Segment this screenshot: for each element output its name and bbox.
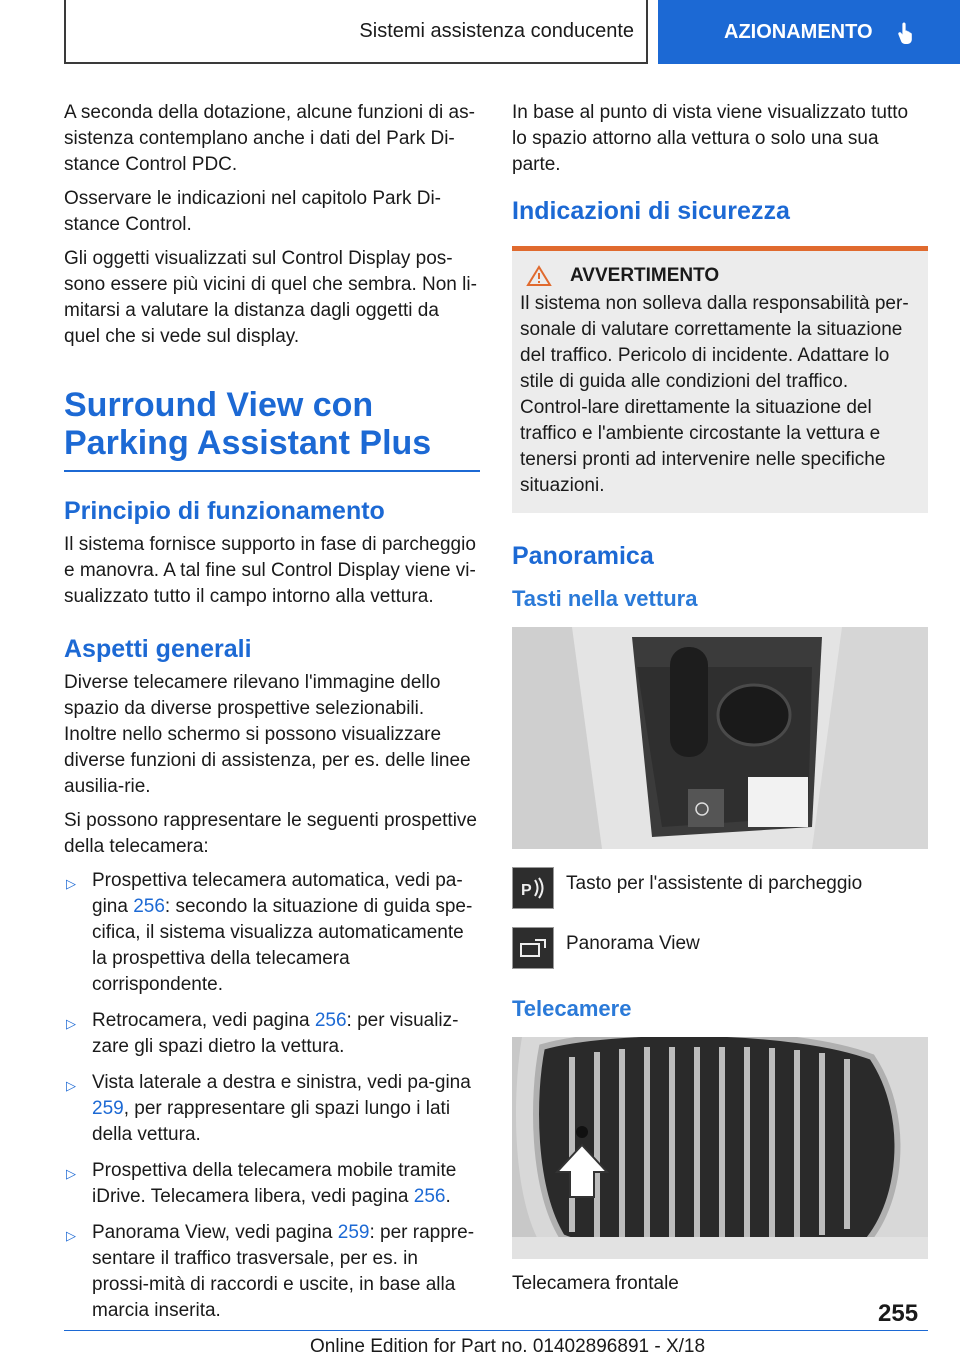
page-link[interactable]: 256 (133, 896, 165, 917)
key-row-panorama (512, 927, 928, 969)
intro-paragraph-3: Gli oggetti visualizzati sul Control Display pos-sono essere più vicini di quel che sembra. Non li-mitarsi a valutare la distanza dagli oggetti da quel che si vede sul display. (64, 248, 477, 347)
right-intro: In base al punto di vista viene visualizzato tutto lo spazio attorno alla vettura o solo una sua parte. (512, 102, 909, 175)
console-buttons-photo (512, 627, 928, 849)
panorama-view-label: Panorama View (566, 933, 700, 954)
page-link[interactable]: 259 (92, 1098, 124, 1119)
camera-caption: Telecamera frontale (512, 1273, 679, 1294)
panorama-view-icon (512, 927, 554, 969)
safety-heading: Indicazioni di sicurezza (512, 197, 790, 225)
camera-perspectives-list (64, 868, 480, 1324)
header-chapter-tab (658, 0, 960, 64)
page-link[interactable]: 256 (413, 1186, 446, 1207)
header-section-title: Sistemi assistenza conducente (359, 19, 634, 42)
parking-assistant-label: Tasto per l'assistente di parcheggio (566, 873, 863, 894)
intro-paragraph-1: A seconda della dotazione, alcune funzioni di as-sistenza contemplano anche i dati del Park Di-stance Control PDC. (64, 102, 475, 175)
cameras-heading: Telecamere (512, 996, 632, 1021)
triangle-bullet-icon: ▷ (66, 876, 76, 891)
page-link[interactable]: 256 (314, 1010, 347, 1031)
left-column (64, 100, 480, 1334)
general-text-2: Si possono rappresentare le seguenti prospettive della telecamera: (64, 810, 477, 857)
key-row-parking (512, 867, 928, 909)
triangle-bullet-icon: ▷ (66, 1228, 76, 1243)
list-item: ▷ Retrocamera, vedi pagina 256: per visualiz-zare gli spazi dietro la vettura. (66, 1010, 459, 1057)
svg-text:P: P (521, 882, 532, 899)
list-item: ▷ Vista laterale a destra e sinistra, vedi pa-gina 259, per rappresentare gli spazi lungo i lati della vettura. (66, 1072, 471, 1145)
right-column (512, 100, 928, 1305)
list-item: ▷ Prospettiva della telecamera mobile tramite iDrive. Telecamera libera, vedi pagina 256. (66, 1160, 457, 1207)
page-number: 255 (878, 1300, 919, 1327)
list-item: ▷ Panorama View, vedi pagina 259: per rappre-sentare il traffico trasversale, per es. in prossi-mità di raccordi e uscite, in base alla marcia inserita. (66, 1222, 475, 1321)
header-section-tab (64, 0, 648, 64)
warning-title: AVVERTIMENTO (570, 265, 720, 286)
buttons-heading: Tasti nella vettura (512, 586, 698, 611)
header-chapter-title: AZIONAMENTO (724, 20, 873, 43)
triangle-bullet-icon: ▷ (66, 1016, 76, 1031)
warning-text: Il sistema non solleva dalla responsabilità per-sonale di valutare correttamente la situazione del traffico. Pericolo di incidente. Adattare lo stile di guida alle condizioni del traffico. Control-lare direttamente la situazione del traffico e l'ambiente circostante la vettura e tenersi pronti ad intervenire nelle specifiche situazioni. (520, 293, 909, 496)
hand-pointer-icon (895, 20, 919, 44)
warning-triangle-icon (526, 265, 552, 287)
parking-assistant-icon (512, 867, 554, 909)
principle-heading: Principio di funzionamento (64, 497, 385, 525)
footer-edition: Online Edition for Part no. 01402896891 - X/18 (310, 1336, 706, 1357)
principle-text: Il sistema fornisce supporto in fase di parcheggio e manovra. A tal fine sul Control Display viene vi-sualizzato tutto il campo intorno alla vettura. (64, 534, 476, 607)
general-heading: Aspetti generali (64, 635, 252, 663)
list-item: ▷ Prospettiva telecamera automatica, vedi pa-gina 256: secondo la situazione di guida spe-cifica, il sistema visualizza automaticamente la prospettiva della telecamera corrispondente. (66, 870, 473, 995)
footer-divider (64, 1330, 928, 1331)
front-camera-photo (512, 1037, 928, 1259)
page-link[interactable]: 259 (337, 1222, 370, 1243)
section-title: Surround View con Parking Assistant Plus (64, 386, 480, 472)
general-text-1: Diverse telecamere rilevano l'immagine dello spazio da diverse prospettive selezionabili. Inoltre nello schermo si possono visualizzare diverse funzioni di assistenza, per es. delle linee ausilia-rie. (64, 672, 471, 797)
overview-heading: Panoramica (512, 542, 654, 570)
triangle-bullet-icon: ▷ (66, 1078, 76, 1093)
intro-paragraph-2: Osservare le indicazioni nel capitolo Park Di-stance Control. (64, 188, 441, 235)
warning-box (512, 246, 928, 513)
triangle-bullet-icon: ▷ (66, 1166, 76, 1181)
